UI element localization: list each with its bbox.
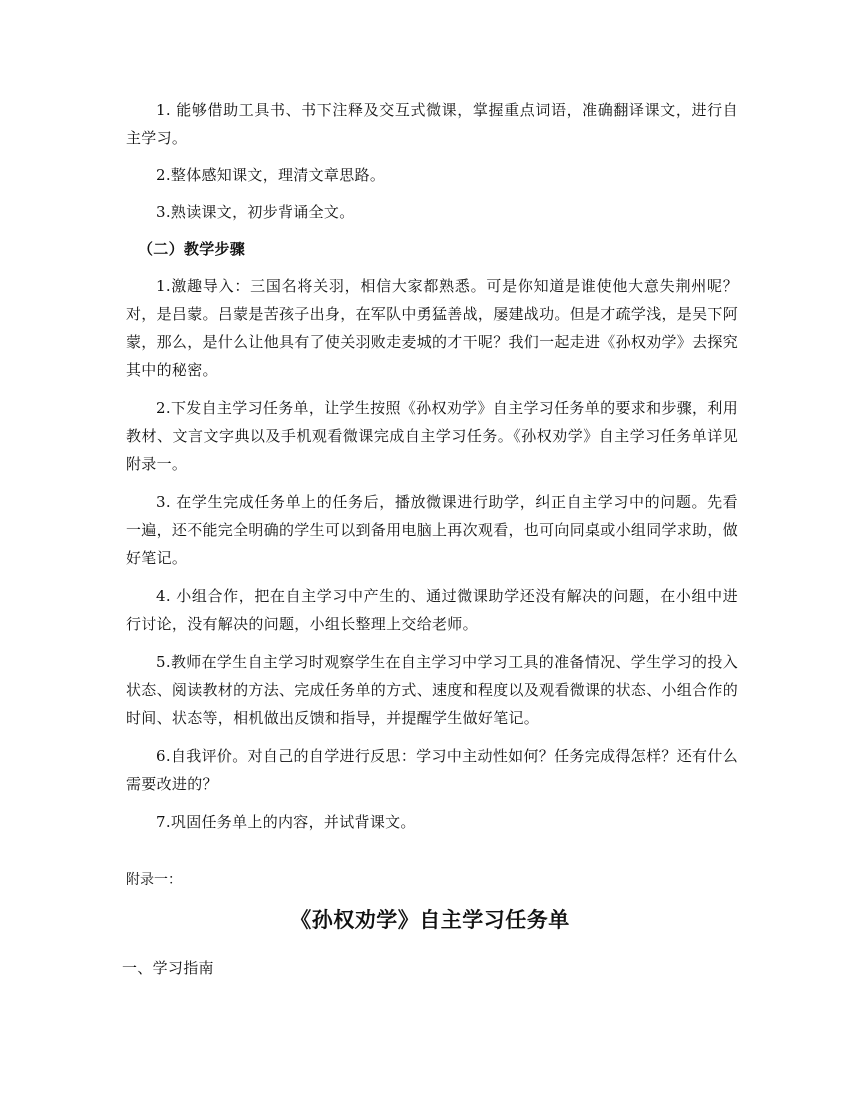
step-5: 5.教师在学生自主学习时观察学生在自主学习中学习工具的准备情况、学生学习的投入状态、阅读教材的方法、完成任务单的方式、速度和程度以及观看微课的状态、小组合作的时间、状态等，相机做出反馈和指导，并提醒学生做好笔记。	[126, 653, 739, 727]
step-3: 3. 在学生完成任务单上的任务后，播放微课进行助学，纠正自主学习中的问题。先看一遍，还不能完全明确的学生可以到备用电脑上再次观看，也可向同桌或小组同学求助，做好笔记。	[126, 493, 739, 567]
objective-2: 2.整体感知课文，理清文章思路。	[156, 166, 386, 184]
sheet-title: 《孙权劝学》自主学习任务单	[290, 907, 570, 932]
appendix-label: 附录一：	[126, 872, 182, 888]
sheet-section-heading: 一、学习指南	[122, 959, 214, 977]
objective-1: 1. 能够借助工具书、书下注释及交互式微课，掌握重点词语，准确翻译课文，进行自主学习。	[126, 101, 738, 147]
step-1: 1.激趣导入：三国名将关羽，相信大家都熟悉。可是你知道是谁使他大意失荆州呢？对，是吕蒙。吕蒙是苦孩子出身，在军队中勇猛善战，屡建战功。但是才疏学浅，是吴下阿蒙，那么，是什么让他具有了使关羽败走麦城的才干呢？我们一起走进《孙权劝学》去探究其中的秘密。	[126, 277, 739, 379]
objective-3: 3.熟读课文，初步背诵全文。	[156, 203, 355, 221]
step-6: 6.自我评价。对自己的自学进行反思：学习中主动性如何？任务完成得怎样？还有什么需要改进的？	[126, 747, 738, 793]
step-7: 7.巩固任务单上的内容，并试背课文。	[156, 813, 416, 831]
step-4: 4. 小组合作，把在自主学习中产生的、通过微课助学还没有解决的问题，在小组中进行讨论，没有解决的问题，小组长整理上交给老师。	[126, 587, 738, 633]
step-2: 2.下发自主学习任务单，让学生按照《孙权劝学》自主学习任务单的要求和步骤，利用教材、文言文字典以及手机观看微课完成自主学习任务。《孙权劝学》自主学习任务单详见附录一。	[126, 399, 738, 473]
document-body	[126, 96, 738, 836]
section-heading: （二）教学步骤	[138, 240, 246, 258]
